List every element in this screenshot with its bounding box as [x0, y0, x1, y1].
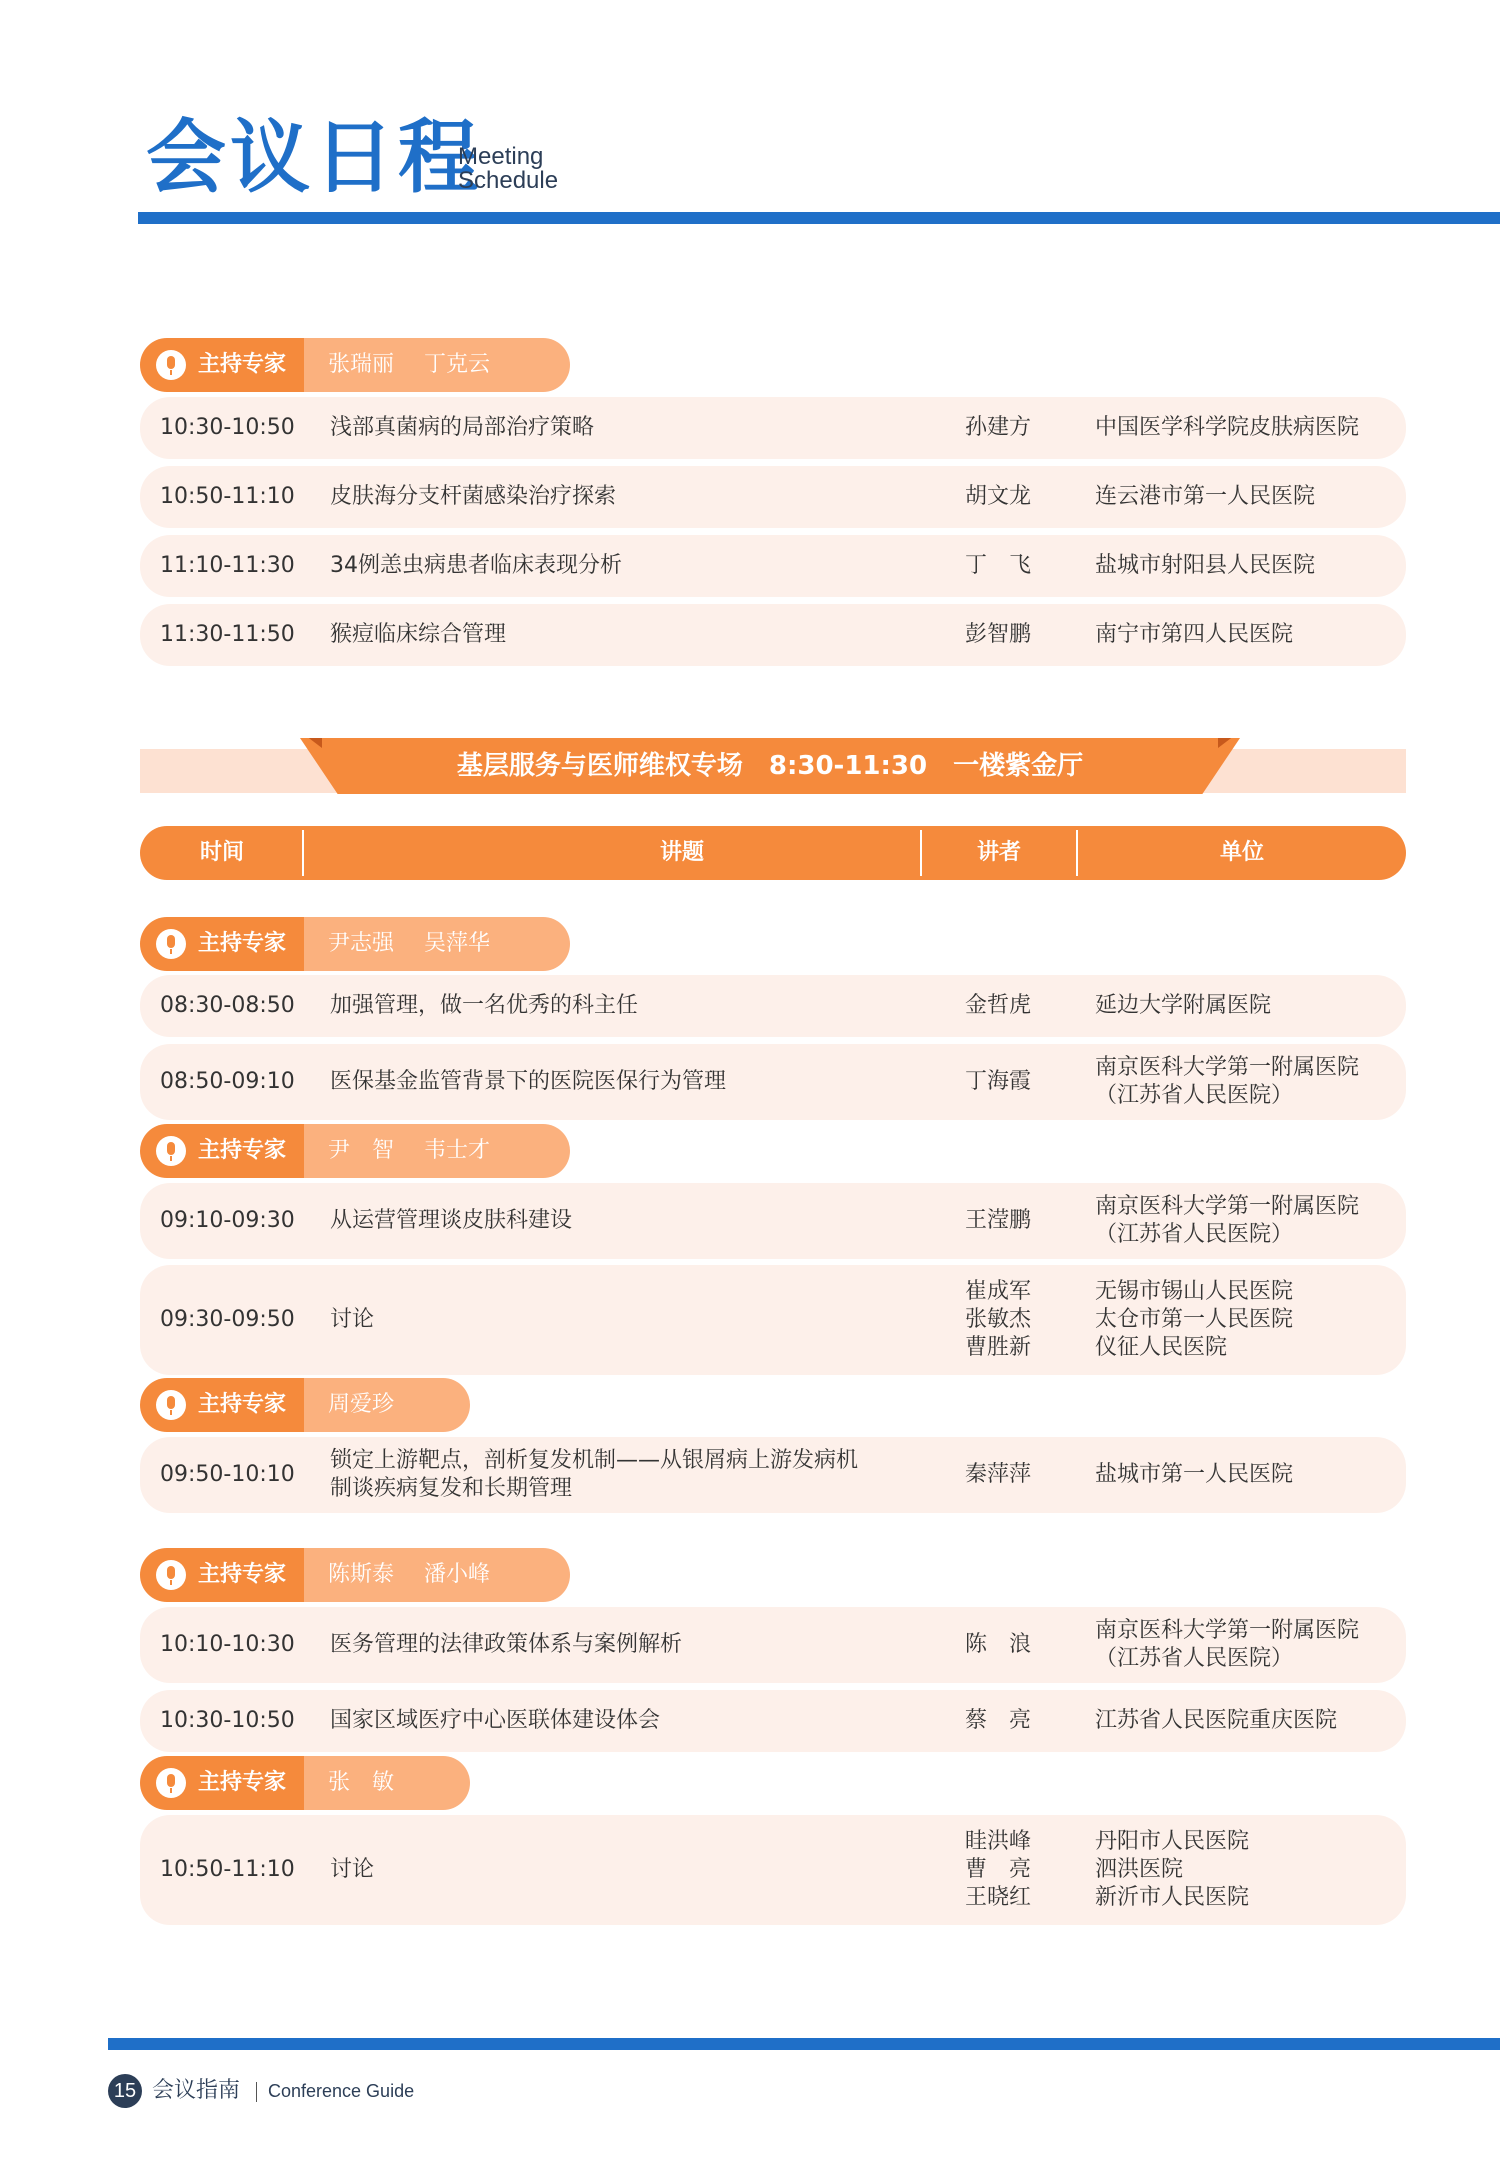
row-unit: 延边大学附属医院	[1095, 993, 1272, 1018]
row-speaker: 孙建方	[965, 415, 1032, 440]
host-pill	[140, 1548, 570, 1602]
schedule-row	[140, 466, 1406, 528]
row-topic: 浅部真菌病的局部治疗策略	[330, 415, 595, 440]
page-title: 会议日程	[146, 111, 482, 204]
page-title-en-line2: Schedule	[458, 167, 559, 194]
host-name: 陈斯泰	[328, 1562, 395, 1587]
host-names	[328, 1548, 520, 1602]
host-names	[328, 1378, 424, 1432]
footer-title-en: Conference Guide	[268, 2081, 415, 2101]
schedule-row	[140, 535, 1406, 597]
row-time: 10:30-10:50	[160, 1708, 295, 1733]
row-topic: 从运营管理谈皮肤科建设	[330, 1208, 573, 1233]
row-topic: 猴痘临床综合管理	[330, 622, 507, 647]
schedule-row	[140, 397, 1406, 459]
host-pill	[140, 1124, 570, 1178]
host-name: 周爱珍	[328, 1392, 395, 1417]
host-names	[328, 1756, 424, 1810]
row-time: 10:30-10:50	[160, 415, 295, 440]
row-unit: 南京医科大学第一附属医院 （江苏省人民医院）	[1095, 1055, 1360, 1108]
row-unit: 无锡市锡山人民医院 太仓市第一人民医院 仪征人民医院	[1095, 1279, 1294, 1360]
row-speaker: 蔡 亮	[965, 1708, 1032, 1733]
microphone-icon	[156, 1560, 186, 1590]
row-time: 11:10-11:30	[160, 553, 295, 578]
row-unit: 丹阳市人民医院 泗洪医院 新沂市人民医院	[1095, 1829, 1250, 1910]
row-unit: 连云港市第一人民医院	[1095, 484, 1316, 509]
row-speaker: 眭洪峰 曹 亮 王晓红	[965, 1829, 1032, 1910]
schedule-row	[140, 604, 1406, 666]
schedule-row	[140, 1607, 1406, 1683]
host-label: 主持专家	[198, 931, 287, 956]
schedule-row	[140, 975, 1406, 1037]
row-time: 10:50-11:10	[160, 484, 295, 509]
host-name: 吴萍华	[424, 931, 491, 956]
row-speaker: 金哲虎	[965, 993, 1032, 1018]
column-header-time: 时间	[199, 840, 244, 865]
footer-divider	[108, 2038, 1500, 2050]
row-time: 10:50-11:10	[160, 1857, 295, 1882]
host-names	[328, 338, 520, 392]
footer-separator	[256, 2082, 257, 2102]
page-number: 15	[108, 2074, 142, 2108]
microphone-icon	[156, 1768, 186, 1798]
row-topic: 医务管理的法律政策体系与案例解析	[330, 1632, 683, 1657]
microphone-icon	[156, 350, 186, 380]
microphone-icon	[156, 1136, 186, 1166]
row-topic: 锁定上游靶点，剖析复发机制——从银屑病上游发病机 制谈疾病复发和长期管理	[330, 1448, 859, 1501]
page-title-en	[458, 145, 558, 193]
row-speaker: 陈 浪	[965, 1632, 1032, 1657]
host-label: 主持专家	[198, 352, 287, 377]
row-time: 10:10-10:30	[160, 1632, 295, 1657]
row-speaker: 王滢鹏	[965, 1208, 1032, 1233]
row-unit: 中国医学科学院皮肤病医院	[1095, 415, 1360, 440]
host-label: 主持专家	[198, 1392, 287, 1417]
row-unit: 南京医科大学第一附属医院 （江苏省人民医院）	[1095, 1194, 1360, 1247]
host-pill	[140, 1378, 470, 1432]
column-header-speaker: 讲者	[976, 840, 1021, 865]
row-speaker: 丁海霞	[965, 1069, 1032, 1094]
row-topic: 讨论	[330, 1307, 375, 1332]
row-topic: 国家区域医疗中心医联体建设体会	[330, 1708, 661, 1733]
row-time: 08:30-08:50	[160, 993, 295, 1018]
host-label: 主持专家	[198, 1770, 287, 1795]
column-header-unit: 单位	[1219, 840, 1264, 865]
microphone-icon	[156, 929, 186, 959]
host-pill	[140, 917, 570, 971]
footer-title-cn: 会议指南	[152, 2078, 241, 2103]
host-pill	[140, 1756, 470, 1810]
host-name: 丁克云	[424, 352, 491, 377]
row-topic: 医保基金监管背景下的医院医保行为管理	[330, 1069, 727, 1094]
row-speaker: 彭智鹏	[965, 622, 1032, 647]
host-name: 尹志强	[328, 931, 395, 956]
section-banner-title: 基层服务与医师维权专场 8:30-11:30 一楼紫金厅	[456, 751, 1084, 781]
row-topic: 34例恙虫病患者临床表现分析	[330, 553, 622, 578]
host-names	[328, 917, 520, 971]
row-speaker: 秦萍萍	[965, 1462, 1032, 1487]
header-divider	[138, 212, 1500, 224]
host-name: 韦士才	[424, 1138, 491, 1163]
host-name: 张 敏	[328, 1770, 395, 1795]
page-title-en-line1: Meeting	[458, 143, 544, 170]
row-speaker: 丁 飞	[965, 553, 1032, 578]
host-names	[328, 1124, 520, 1178]
schedule-row	[140, 1437, 1406, 1513]
schedule-row	[140, 1183, 1406, 1259]
row-time: 09:10-09:30	[160, 1208, 295, 1233]
row-unit: 盐城市射阳县人民医院	[1095, 553, 1316, 578]
row-time: 11:30-11:50	[160, 622, 295, 647]
host-label: 主持专家	[198, 1562, 287, 1587]
row-speaker: 崔成军 张敏杰 曹胜新	[965, 1279, 1032, 1360]
host-name: 张瑞丽	[328, 352, 395, 377]
row-unit: 盐城市第一人民医院	[1095, 1462, 1294, 1487]
row-unit: 南京医科大学第一附属医院 （江苏省人民医院）	[1095, 1618, 1360, 1671]
table-header	[140, 826, 1406, 880]
host-pill-session1	[140, 338, 570, 392]
host-label: 主持专家	[198, 1138, 287, 1163]
column-header-topic: 讲题	[659, 840, 704, 865]
schedule-row	[140, 1690, 1406, 1752]
schedule-row	[140, 1265, 1406, 1375]
row-time: 09:30-09:50	[160, 1307, 295, 1332]
row-unit: 江苏省人民医院重庆医院	[1095, 1708, 1338, 1733]
row-unit: 南宁市第四人民医院	[1095, 622, 1294, 647]
row-time: 08:50-09:10	[160, 1069, 295, 1094]
schedule-row	[140, 1044, 1406, 1120]
schedule-row	[140, 1815, 1406, 1925]
row-topic: 加强管理，做一名优秀的科主任	[330, 993, 639, 1018]
host-name: 尹 智	[328, 1138, 395, 1163]
row-topic: 皮肤海分支杆菌感染治疗探索	[330, 484, 617, 509]
row-time: 09:50-10:10	[160, 1462, 295, 1487]
row-topic: 讨论	[330, 1857, 375, 1882]
row-speaker: 胡文龙	[965, 484, 1032, 509]
microphone-icon	[156, 1390, 186, 1420]
host-name: 潘小峰	[424, 1562, 491, 1587]
